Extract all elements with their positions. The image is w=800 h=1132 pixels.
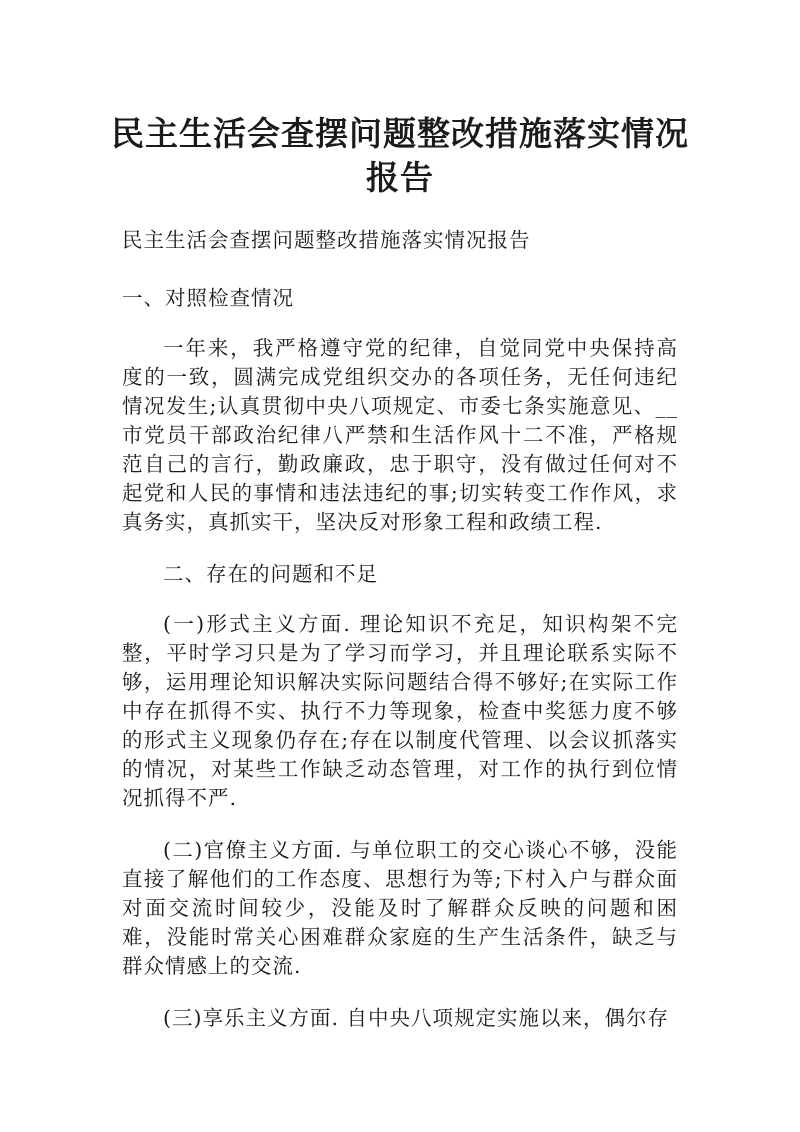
problem-item-3: (三)享乐主义方面. 自中央八项规定实施以来，偶尔存 (163, 1006, 670, 1030)
document-subtitle: 民主生活会查摆问题整改措施落实情况报告 (122, 228, 531, 252)
section-heading-2: 二、存在的问题和不足 (163, 562, 378, 586)
document-title: 民主生活会查摆问题整改措施落实情况报告 (111, 114, 689, 197)
problem-item-1: (一)形式主义方面. 理论知识不充足，知识构架不完整，平时学习只是为了学习而学习，并且理论联系实际不够，运用理论知识解决实际问题结合得不够好;在实际工作中存在抓得不实、执行不力等现象，检查中奖惩力度不够的形式主义现象仍存在;存在以制度代管理、以会议抓落实的情况，对某些工作缺乏动态管理，对工作的执行到位情况抓得不严. (122, 612, 678, 810)
section-1-paragraph: 一年来，我严格遵守党的纪律，自觉同党中央保持高度的一致，圆满完成党组织交办的各项任务，无任何违纪情况发生;认真贯彻中央八项规定、市委七条实施意见、__市党员干部政治纪律八严禁和生活作风十二不准，严格规范自己的言行，勤政廉政，忠于职守，没有做过任何对不起党和人民的事情和违法违纪的事;切实转变工作作风，求真务实，真抓实干，坚决反对形象工程和政绩工程. (122, 336, 678, 534)
problem-item-2: (二)官僚主义方面. 与单位职工的交心谈心不够，没能直接了解他们的工作态度、思想行为等;下村入户与群众面对面交流时间较少，没能及时了解群众反映的问题和困难，没能时常关心困难群众家庭的生产生活条件，缺乏与群众情感上的交流. (122, 838, 678, 978)
section-heading-1: 一、对照检查情况 (122, 286, 294, 310)
